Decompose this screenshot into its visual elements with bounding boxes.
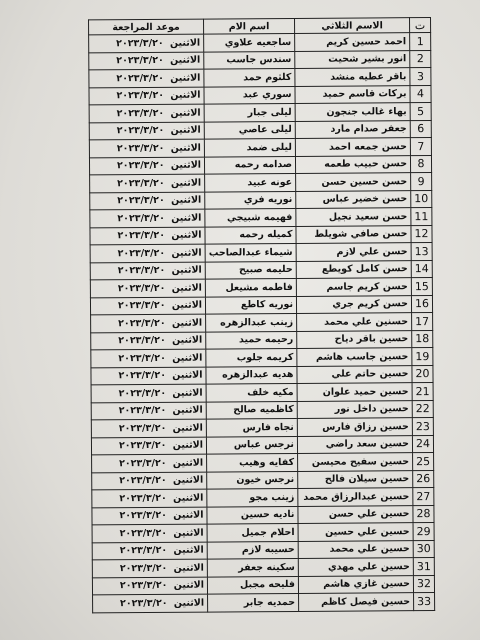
- mother-name: فاطمه مشيعل: [205, 278, 296, 296]
- full-name: بهاء غالب جنجون: [295, 103, 410, 121]
- table-row: [93, 592, 435, 612]
- appointment-day: الاثنين: [172, 404, 203, 417]
- mother-name: حسيبه لازم: [207, 541, 298, 559]
- appointment-date: [92, 577, 207, 595]
- appointment-date-value: ٢٠٢٣/٣/٢٠: [118, 440, 167, 452]
- mother-name: كميله رحمه: [205, 226, 296, 244]
- appointment-day: الاثنين: [171, 247, 202, 259]
- full-name: حسن حسين حسن: [296, 173, 411, 191]
- row-number: 27: [413, 487, 434, 505]
- mother-name: حمديه جابر: [208, 593, 299, 611]
- appointment-date-value: ٢٠٢٣/٣/٢٠: [117, 195, 165, 207]
- appointment-day: الاثنين: [170, 107, 201, 119]
- mother-name: ناديه حسين: [207, 506, 298, 524]
- appointment-date-value: ٢٠٢٣/٣/٢٠: [119, 545, 168, 557]
- full-name: حسين غازي هاشم: [298, 575, 413, 593]
- full-name: حسن صافي شويلط: [296, 225, 411, 243]
- row-number: 7: [410, 138, 431, 156]
- full-name: حسنين علي محمد: [297, 313, 412, 331]
- appointments-table: [88, 17, 435, 613]
- full-name: جعفر صدام مارد: [295, 120, 410, 138]
- appointment-date-value: ٢٠٢٣/٣/٢٠: [119, 562, 168, 574]
- appointment-date: [91, 332, 206, 350]
- appointment-day: الاثنين: [171, 229, 202, 242]
- row-number: 26: [413, 470, 434, 488]
- mother-name: سوري عبد: [204, 86, 295, 104]
- appointment-date: [90, 279, 205, 297]
- row-number: 9: [411, 172, 432, 190]
- appointment-date: [89, 139, 204, 157]
- appointment-date: [92, 542, 207, 560]
- appointment-date-value: ٢٠٢٣/٣/٢٠: [116, 37, 164, 49]
- row-number: 19: [412, 347, 433, 365]
- appointment-day: الاثنين: [173, 597, 205, 609]
- appointment-day: الاثنين: [173, 492, 204, 504]
- row-number: 11: [411, 207, 432, 225]
- mother-name: حليمه صبيح: [205, 261, 296, 279]
- appointment-day: الاثنين: [173, 562, 204, 574]
- appointment-day: الاثنين: [169, 37, 201, 49]
- appointment-day: الاثنين: [173, 579, 205, 592]
- appointment-day: الاثنين: [170, 177, 202, 189]
- appointment-day: الاثنين: [170, 159, 202, 172]
- mother-name: احلام جميل: [207, 523, 298, 541]
- appointment-day: الاثنين: [171, 282, 202, 294]
- appointment-day: الاثنين: [170, 89, 201, 102]
- mother-name: نوريه كاطع: [205, 296, 296, 314]
- appointment-date-value: ٢٠٢٣/٣/٢٠: [117, 265, 166, 277]
- appointment-date-value: ٢٠٢٣/٣/٢٠: [118, 387, 167, 399]
- appointment-date-value: ٢٠٢٣/٣/٢٠: [116, 160, 165, 172]
- row-number: 21: [412, 382, 433, 400]
- mother-name: ساجعيه علاوي: [204, 33, 295, 51]
- appointment-day: الاثنين: [172, 334, 203, 347]
- row-number: 24: [412, 435, 433, 453]
- mother-name: كاظميه صالح: [206, 401, 297, 419]
- mother-name: مكيه خلف: [206, 383, 297, 401]
- appointment-date: [91, 419, 206, 437]
- row-number: 28: [413, 505, 434, 523]
- appointment-date-value: ٢٠٢٣/٣/٢٠: [117, 247, 166, 259]
- appointment-date: [91, 437, 206, 455]
- appointment-date: [92, 472, 207, 490]
- appointment-date-value: ٢٠٢٣/٣/٢٠: [117, 282, 166, 294]
- appointment-date: [92, 524, 207, 542]
- appointment-day: الاثنين: [170, 54, 201, 67]
- full-name: حسن كريم جاسم: [296, 278, 411, 296]
- full-name: حسن كريم جري: [296, 295, 411, 313]
- appointment-date-value: ٢٠٢٣/٣/٢٠: [118, 335, 166, 347]
- appointment-day: الاثنين: [172, 352, 203, 364]
- appointment-day: الاثنين: [173, 527, 204, 539]
- appointment-date: [92, 489, 207, 507]
- row-number: 25: [413, 452, 434, 470]
- appointment-day: الاثنين: [171, 299, 203, 312]
- row-number: 13: [411, 242, 432, 260]
- full-name: حسين علي حسن: [298, 505, 413, 523]
- appointment-date-value: ٢٠٢٣/٣/٢٠: [119, 492, 167, 504]
- header-name: الاسم الثلاثي: [295, 18, 410, 34]
- appointment-day: الاثنين: [170, 142, 201, 154]
- row-number: 12: [411, 225, 432, 243]
- mother-name: عونه عبيد: [205, 173, 296, 191]
- appointment-date-value: ٢٠٢٣/٣/٢٠: [117, 230, 166, 242]
- appointment-day: الاثنين: [171, 264, 202, 277]
- mother-name: نرجس عباس: [206, 436, 297, 454]
- full-name: حسين علي حسين: [298, 523, 413, 541]
- full-name: حسن خضير عباس: [296, 190, 411, 208]
- appointment-date-value: ٢٠٢٣/٣/٢٠: [118, 405, 167, 417]
- mother-name: زينب عبدالزهره: [206, 313, 297, 331]
- row-number: 15: [411, 277, 432, 295]
- mother-name: كفايه وهيب: [207, 453, 298, 471]
- mother-name: شيماء عبدالصاحب: [205, 243, 296, 261]
- appointment-date-value: ٢٠٢٣/٣/٢٠: [119, 580, 168, 592]
- mother-name: كريمه جلوب: [206, 348, 297, 366]
- mother-name: سندس جاسب: [204, 51, 295, 69]
- row-number: 18: [412, 330, 433, 348]
- appointment-day: الاثنين: [170, 124, 201, 137]
- row-number: 29: [413, 522, 434, 540]
- appointment-date-value: ٢٠٢٣/٣/٢٠: [118, 352, 166, 364]
- row-number: 33: [414, 592, 435, 610]
- appointment-date-value: ٢٠٢٣/٣/٢٠: [120, 597, 168, 609]
- full-name: حسين جاسب هاشم: [297, 348, 412, 366]
- appointment-date: [91, 367, 206, 385]
- mother-name: صدامه رحمه: [204, 156, 295, 174]
- appointment-date-value: ٢٠٢٣/٣/٢٠: [117, 212, 165, 224]
- row-number: 22: [412, 400, 433, 418]
- mother-name: كلثوم حمد: [204, 68, 295, 86]
- row-number: 30: [413, 540, 434, 558]
- mother-name: سكينه جعفر: [207, 558, 298, 576]
- mother-name: فهيمه شبيجي: [205, 208, 296, 226]
- appointment-date: [89, 69, 204, 87]
- full-name: حسين حاتم علي: [297, 365, 412, 383]
- appointment-day: الاثنين: [172, 369, 203, 382]
- row-number: 3: [410, 68, 431, 86]
- full-name: حسين فيصل كاظم: [299, 593, 414, 611]
- mother-name: نجاه فارس: [206, 418, 297, 436]
- appointment-day: الاثنين: [171, 317, 203, 329]
- appointment-date: [92, 454, 207, 472]
- appointment-day: الاثنين: [171, 194, 202, 207]
- mother-name: رحيمه حميد: [206, 331, 297, 349]
- row-number: 2: [410, 50, 431, 68]
- full-name: حسين سيلان فالح: [298, 470, 413, 488]
- row-number: 23: [412, 417, 433, 435]
- header-mother: اسم الام: [204, 18, 295, 34]
- appointment-date-value: ٢٠٢٣/٣/٢٠: [117, 177, 165, 189]
- appointment-date: [89, 122, 204, 140]
- row-number: 20: [412, 365, 433, 383]
- appointment-date: [89, 104, 204, 122]
- mother-name: ليلى عاصي: [204, 121, 295, 139]
- full-name: حسين سفيح محيسن: [298, 453, 413, 471]
- appointment-date-value: ٢٠٢٣/٣/٢٠: [119, 457, 167, 469]
- row-number: 6: [410, 120, 431, 138]
- appointment-date: [89, 52, 204, 70]
- appointment-date: [91, 349, 206, 367]
- appointment-date-value: ٢٠٢٣/٣/٢٠: [119, 527, 168, 539]
- full-name: حسن سعيد نجيل: [296, 208, 411, 226]
- appointment-date: [90, 227, 205, 245]
- appointment-date-value: ٢٠٢٣/٣/٢٠: [116, 90, 165, 102]
- appointment-date-value: ٢٠٢٣/٣/٢٠: [116, 55, 164, 67]
- appointment-day: الاثنين: [170, 72, 201, 84]
- row-number: 16: [411, 295, 432, 313]
- appointment-date: [91, 314, 206, 332]
- full-name: حسين علي محمد: [298, 540, 413, 558]
- mother-name: ليلى ضمد: [204, 138, 295, 156]
- appointment-date-value: ٢٠٢٣/٣/٢٠: [116, 125, 165, 137]
- appointment-date: [91, 384, 206, 402]
- full-name: حسين رزاق فارس: [297, 418, 412, 436]
- appointment-date-value: ٢٠٢٣/٣/٢٠: [119, 475, 167, 487]
- appointment-date: [91, 402, 206, 420]
- appointment-date-value: ٢٠٢٣/٣/٢٠: [116, 142, 165, 154]
- row-number: 32: [413, 575, 434, 593]
- mother-name: ليلى جبار: [204, 103, 295, 121]
- appointment-date: [89, 34, 204, 52]
- full-name: حسن حبيب طعمه: [295, 155, 410, 173]
- full-name: باقر عطيه منشد: [295, 68, 410, 86]
- appointment-date: [92, 559, 207, 577]
- appointment-day: الاثنين: [172, 474, 204, 487]
- appointment-day: الاثنين: [173, 544, 204, 557]
- full-name: حسن علي لازم: [296, 243, 411, 261]
- full-name: حسين داخل نور: [297, 400, 412, 418]
- table-body: [89, 33, 435, 613]
- appointment-date: [90, 244, 205, 262]
- appointment-date: [93, 594, 208, 612]
- full-name: حسين عبدالرزاق محمد: [298, 488, 413, 506]
- appointment-date-value: ٢٠٢٣/٣/٢٠: [118, 370, 167, 382]
- row-number: 31: [413, 557, 434, 575]
- full-name: حسن جمعه احمد: [295, 138, 410, 156]
- appointment-date: [90, 262, 205, 280]
- row-number: 10: [411, 190, 432, 208]
- appointment-date: [90, 209, 205, 227]
- full-name: حسين حميد علوان: [297, 383, 412, 401]
- header-date: موعد المراجعة: [89, 19, 204, 35]
- full-name: انور بشير شحيت: [295, 50, 410, 68]
- appointment-date-value: ٢٠٢٣/٣/٢٠: [118, 317, 166, 329]
- appointment-date: [90, 297, 205, 315]
- row-number: 14: [411, 260, 432, 278]
- full-name: حسين علي مهدي: [298, 558, 413, 576]
- row-number: 1: [410, 33, 431, 51]
- row-number: 4: [410, 85, 431, 103]
- row-number: 8: [410, 155, 431, 173]
- appointment-date-value: ٢٠٢٣/٣/٢٠: [119, 510, 167, 522]
- mother-name: نوريه فري: [205, 191, 296, 209]
- row-number: 5: [410, 103, 431, 121]
- mother-name: هديه عبدالزهره: [206, 366, 297, 384]
- appointment-date: [90, 192, 205, 210]
- mother-name: نرجس خيون: [207, 471, 298, 489]
- appointment-date: [92, 507, 207, 525]
- appointment-date-value: ٢٠٢٣/٣/٢٠: [117, 300, 166, 312]
- mother-name: فليحه مجبل: [207, 576, 298, 594]
- appointment-day: الاثنين: [171, 212, 202, 224]
- row-number: 17: [412, 312, 433, 330]
- appointment-date: [89, 157, 204, 175]
- full-name: حسن كامل كويطع: [296, 260, 411, 278]
- appointment-date-value: ٢٠٢٣/٣/٢٠: [118, 422, 167, 434]
- appointment-date-value: ٢٠٢٣/٣/٢٠: [116, 72, 164, 84]
- appointment-date: [89, 87, 204, 105]
- appointment-day: الاثنين: [172, 439, 204, 452]
- full-name: احمد حسين كريم: [295, 33, 410, 51]
- full-name: حسين سعد راضي: [297, 435, 412, 453]
- header-num: ت: [410, 18, 431, 33]
- full-name: حسين باقر دياح: [297, 330, 412, 348]
- appointment-day: الاثنين: [173, 509, 204, 522]
- full-name: بركات قاسم حميد: [295, 85, 410, 103]
- appointment-date-value: ٢٠٢٣/٣/٢٠: [116, 107, 165, 119]
- appointment-day: الاثنين: [172, 457, 204, 469]
- appointment-day: الاثنين: [172, 387, 203, 399]
- mother-name: زينب مجو: [207, 488, 298, 506]
- appointment-date: [90, 174, 205, 192]
- appointment-day: الاثنين: [172, 422, 203, 434]
